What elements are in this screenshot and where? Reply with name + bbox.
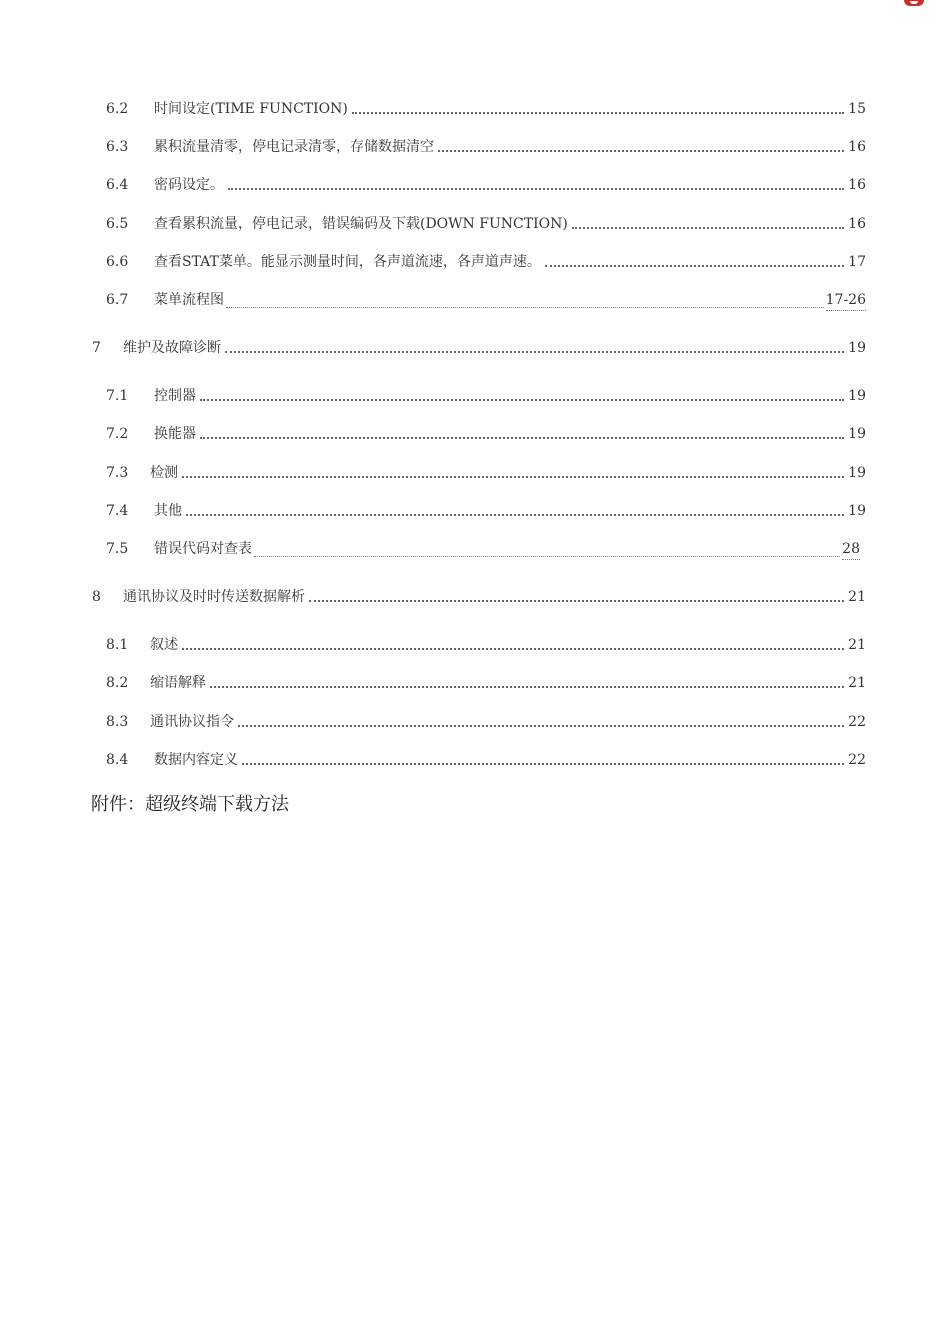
toc-number: 7.2 (106, 426, 129, 442)
toc-page: 28 (842, 539, 860, 560)
toc-page: 19 (848, 340, 866, 356)
toc-number: 8.3 (106, 714, 129, 730)
toc-page: 21 (848, 675, 866, 691)
toc-number: 6.5 (106, 216, 129, 232)
toc-title: 密码设定。 (154, 177, 224, 193)
toc-page: 19 (848, 388, 866, 404)
toc-number: 8.4 (106, 752, 129, 768)
toc-number: 6.2 (106, 101, 129, 117)
toc-number: 7.3 (106, 465, 129, 481)
toc-page: 21 (848, 589, 866, 605)
dot-leader (572, 227, 844, 229)
toc-page: 17-26 (826, 290, 866, 311)
toc-entry-7-3[interactable] (106, 463, 866, 483)
toc-title: 控制器 (154, 388, 196, 404)
dot-leader (200, 399, 844, 401)
toc-entry-7-4[interactable] (106, 501, 866, 521)
toc-page: 17 (848, 254, 866, 270)
toc-entry-7-5[interactable] (106, 539, 860, 560)
dot-leader (254, 556, 840, 557)
toc-entry-6-2[interactable] (106, 99, 866, 119)
toc-number: 7 (92, 340, 101, 356)
toc-title: 菜单流程图 (154, 292, 224, 308)
dot-leader (352, 112, 844, 114)
dot-leader (228, 188, 844, 190)
toc-entry-6-6[interactable] (106, 252, 866, 272)
toc-title: 累积流量清零，停电记录清零，存储数据清空 (154, 139, 434, 155)
dot-leader (225, 351, 844, 353)
toc-page: 19 (848, 426, 866, 442)
toc-page: 19 (848, 465, 866, 481)
toc-number: 6.6 (106, 254, 129, 270)
toc-page: 15 (848, 101, 866, 117)
toc-entry-7[interactable] (92, 338, 866, 358)
toc-title: 缩语解释 (150, 675, 206, 691)
dot-leader (182, 476, 844, 478)
toc-entry-6-3[interactable] (106, 137, 866, 157)
corner-logo-icon (904, 0, 924, 6)
toc-entry-7-2[interactable] (106, 424, 866, 444)
toc-entry-8[interactable] (92, 587, 866, 607)
toc-entry-8-2[interactable] (106, 673, 866, 693)
toc-number: 6.3 (106, 139, 129, 155)
toc-title: 查看STAT菜单。能显示测量时间，各声道流速，各声道声速。 (154, 254, 541, 270)
toc-number: 8 (92, 589, 101, 605)
toc-entry-6-7[interactable] (106, 290, 866, 311)
dot-leader (545, 265, 844, 267)
toc-number: 6.4 (106, 177, 129, 193)
toc-page: 22 (848, 714, 866, 730)
toc-page: 16 (848, 139, 866, 155)
toc-page: 16 (848, 216, 866, 232)
dot-leader (182, 648, 844, 650)
toc-entry-8-3[interactable] (106, 712, 866, 732)
toc-number: 8.1 (106, 637, 129, 653)
toc-page: 22 (848, 752, 866, 768)
dot-leader (309, 600, 844, 602)
toc-title: 错误代码对查表 (154, 541, 252, 557)
appendix-heading: 附件：超级终端下载方法 (91, 794, 289, 815)
toc-entry-8-1[interactable] (106, 635, 866, 655)
toc-title: 维护及故障诊断 (123, 340, 221, 356)
toc-title: 时间设定(TIME FUNCTION) (154, 101, 348, 117)
toc-number: 7.4 (106, 503, 129, 519)
dot-leader (200, 437, 844, 439)
toc-title: 通讯协议及时时传送数据解析 (123, 589, 305, 605)
toc-number: 6.7 (106, 292, 129, 308)
toc-number: 8.2 (106, 675, 129, 691)
toc-number: 7.5 (106, 541, 129, 557)
toc-title: 检测 (150, 465, 178, 481)
dot-leader (226, 307, 824, 308)
toc-title: 通讯协议指令 (150, 714, 234, 730)
toc-title: 叙述 (150, 637, 178, 653)
dot-leader (238, 725, 844, 727)
toc-entry-6-5[interactable] (106, 214, 866, 234)
dot-leader (186, 514, 844, 516)
toc-page: 19 (848, 503, 866, 519)
dot-leader (438, 150, 844, 152)
toc-title: 其他 (154, 503, 182, 519)
toc-title: 数据内容定义 (154, 752, 238, 768)
toc-number: 7.1 (106, 388, 129, 404)
toc-entry-6-4[interactable] (106, 175, 866, 195)
toc-entry-8-4[interactable] (106, 750, 866, 770)
toc-title: 换能器 (154, 426, 196, 442)
toc-title: 查看累积流量，停电记录，错误编码及下载(DOWN FUNCTION) (154, 216, 568, 232)
toc-entry-7-1[interactable] (106, 386, 866, 406)
dot-leader (210, 686, 844, 688)
toc-page: 21 (848, 637, 866, 653)
toc-page: 16 (848, 177, 866, 193)
dot-leader (242, 763, 844, 765)
